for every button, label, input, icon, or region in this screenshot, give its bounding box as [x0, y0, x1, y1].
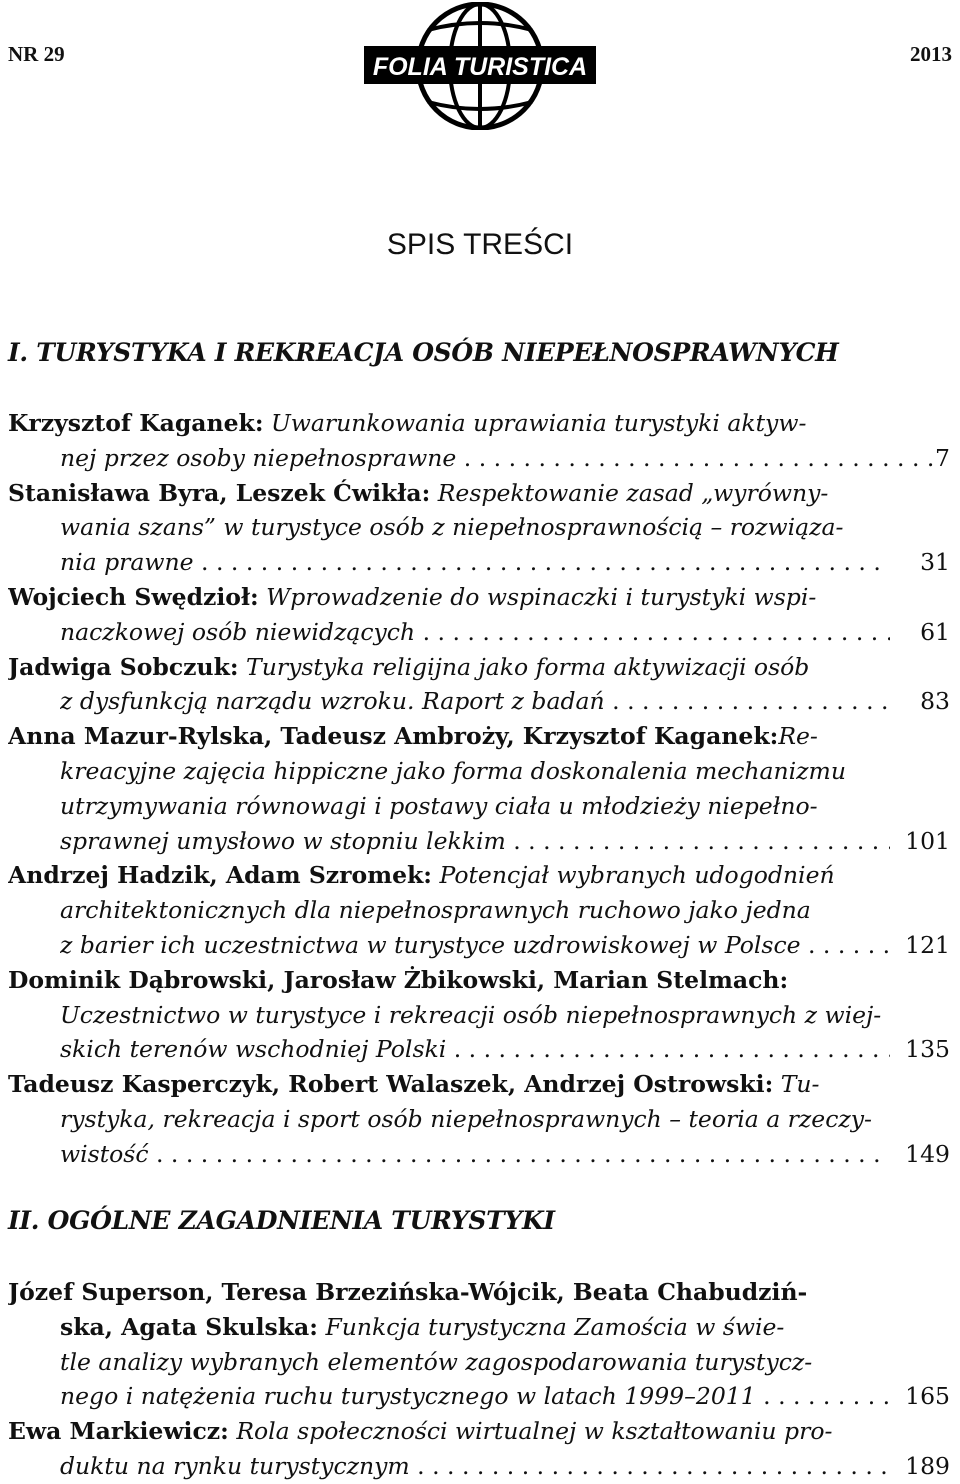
issue-year: 2013 [910, 42, 952, 66]
page-title: SPIS TREŚCI [386, 228, 574, 261]
toc-entry[interactable]: Jadwiga Sobczuk: Turystyka religijna jako forma aktywizacji osób z dysfunkcją narządu wzroku. Raport z badań . . . 83 [8, 650, 958, 720]
entry-page: 149 [905, 1139, 950, 1168]
entry-page: 83 [920, 687, 950, 716]
logo-text: FOLIA TURISTICA [372, 53, 588, 81]
entry-authors: Krzysztof Kaganek: [8, 409, 264, 437]
issue-number: NR 29 [8, 42, 65, 66]
toc-entry[interactable]: Krzysztof Kaganek: Uwarunkowania uprawiania turystyki aktyw- nej przez osoby niepełnosprawne . . . 7 [8, 406, 958, 476]
entry-page: 7 [935, 443, 950, 472]
toc-entry[interactable]: Stanisława Byra, Leszek Ćwikła: Respektowanie zasad „wyrówny- wania szans” w turystyce osób z niepełnosprawnością – rozwiąza- nia prawne . . . 31 [8, 476, 958, 580]
entry-page: 165 [905, 1382, 950, 1411]
entry-page: 31 [920, 548, 950, 577]
section-heading-1: I. TURYSTYKA I REKREACJA OSÓB NIEPEŁNOSPRAWNYCH [8, 338, 839, 367]
toc-entry[interactable]: Ewa Markiewicz: Rola społeczności wirtualnej w kształtowaniu pro- duktu na rynku turystycznym . . . 189 [8, 1414, 958, 1484]
entry-page: 61 [920, 617, 950, 646]
entry-page: 135 [905, 1035, 950, 1064]
toc-entry[interactable]: Dominik Dąbrowski, Jarosław Żbikowski, Marian Stelmach: Uczestnictwo w turystyce i rekreacji osób niepełnosprawnych z wiej- skich terenów wschodniej Polski . . . 135 [8, 963, 958, 1067]
toc-entry[interactable]: Andrzej Hadzik, Adam Szromek: Potencjał wybranych udogodnień architektonicznych dla niepełnosprawnych ruchowo jako jedna z barier ich uczestnictwa w turystyce uzdrowiskowej w Polsce . . . 121 [8, 858, 958, 962]
folia-turistica-logo [362, 2, 598, 130]
toc-entry[interactable]: Tadeusz Kasperczyk, Robert Walaszek, Andrzej Ostrowski: Tu- rystyka, rekreacja i sport osób niepełnosprawnych – teoria a rzeczy- wistość . . . 149 [8, 1067, 958, 1171]
entry-page: 189 [905, 1451, 950, 1480]
entry-page: 121 [905, 930, 950, 959]
section-1-entries [8, 406, 958, 1172]
toc-entry[interactable]: Anna Mazur-Rylska, Tadeusz Ambroży, Krzysztof Kaganek:Re- kreacyjne zajęcia hippiczne jako forma doskonalenia mechanizmu utrzymywania równowagi i postawy ciała u młodzieży niepełno- sprawnej umysłowo w stopniu lekkim . . . 101 [8, 719, 958, 858]
section-2-entries [8, 1275, 958, 1484]
entry-page: 101 [905, 826, 950, 855]
section-heading-2: II. OGÓLNE ZAGADNIENIA TURYSTYKI [8, 1206, 555, 1235]
toc-entry[interactable]: Józef Superson, Teresa Brzezińska-Wójcik, Beata Chabudziń- ska, Agata Skulska: Funkcja turystyczna Zamościa w świe- tle analizy wybranych elementów zagospodarowania turystycz- nego i natężenia ruchu turystycznego w latach 1999–2011 . . . 165 [8, 1275, 958, 1414]
toc-entry[interactable]: Wojciech Swędzioł: Wprowadzenie do wspinaczki i turystyki wspi- naczkowej osób niewidzących . . . 61 [8, 580, 958, 650]
